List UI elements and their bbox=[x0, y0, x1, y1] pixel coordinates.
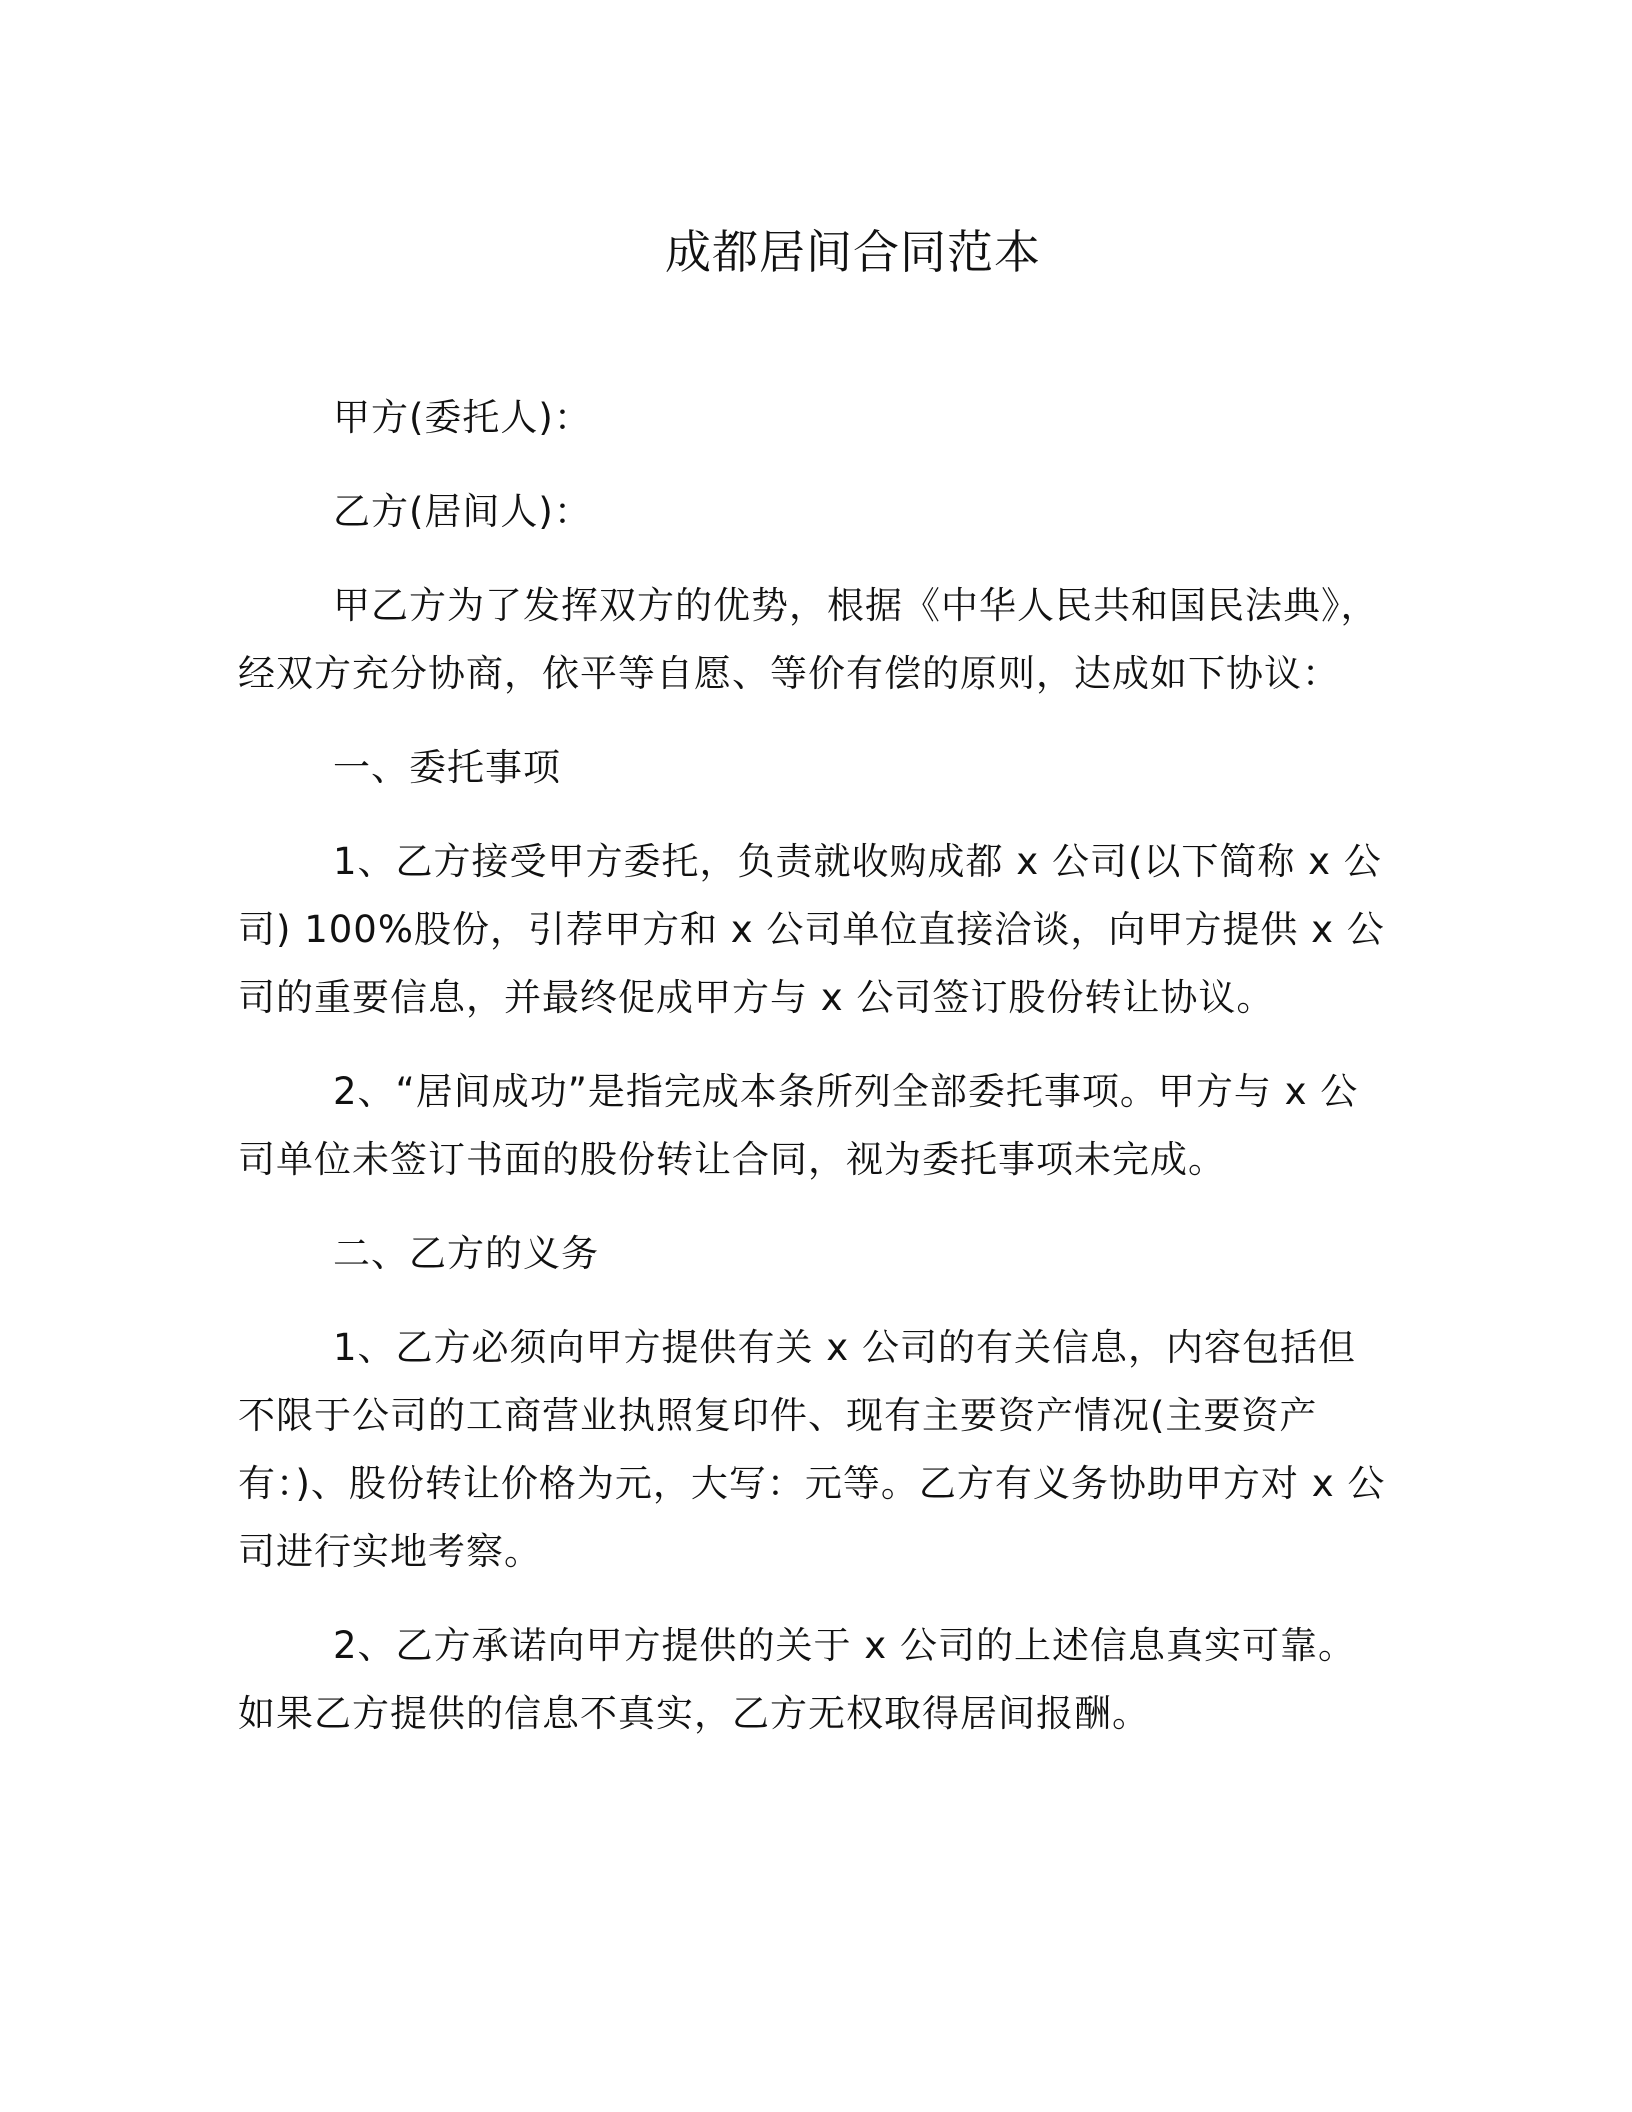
section-1-heading: 一、委托事项 bbox=[333, 746, 561, 789]
document-body bbox=[238, 384, 1388, 1774]
section-1-item-2: 2、“居间成功”是指完成本条所列全部委托事项。甲方与 x 公司单位未签订书面的股份转让合同，视为委托事项未完成。 bbox=[238, 1070, 1359, 1181]
party-b-line: 乙方(居间人)： bbox=[333, 490, 592, 533]
intro-paragraph: 甲乙方为了发挥双方的优势，根据《中华人民共和国民法典》，经双方充分协商，依平等自愿、等价有偿的原则，达成如下协议： bbox=[238, 584, 1379, 695]
section-2-item-2: 2、乙方承诺向甲方提供的关于 x 公司的上述信息真实可靠。如果乙方提供的信息不真实，乙方无权取得居间报酬。 bbox=[238, 1624, 1356, 1735]
section-2-item-1: 1、乙方必须向甲方提供有关 x 公司的有关信息，内容包括但不限于公司的工商营业执照复印件、现有主要资产情况(主要资产有：)、股份转让价格为元，大写：元等。乙方有义务协助甲方对 x 公司进行实地考察。 bbox=[238, 1326, 1386, 1573]
party-a-line: 甲方(委托人)： bbox=[333, 396, 592, 439]
document-title: 成都居间合同范本 bbox=[665, 225, 1041, 279]
section-2-heading: 二、乙方的义务 bbox=[333, 1232, 599, 1275]
section-1-item-1: 1、乙方接受甲方委托，负责就收购成都 x 公司(以下简称 x 公司) 100%股份，引荐甲方和 x 公司单位直接洽谈，向甲方提供 x 公司的重要信息，并最终促成甲方与 x 公司签订股份转让协议。 bbox=[238, 840, 1385, 1019]
